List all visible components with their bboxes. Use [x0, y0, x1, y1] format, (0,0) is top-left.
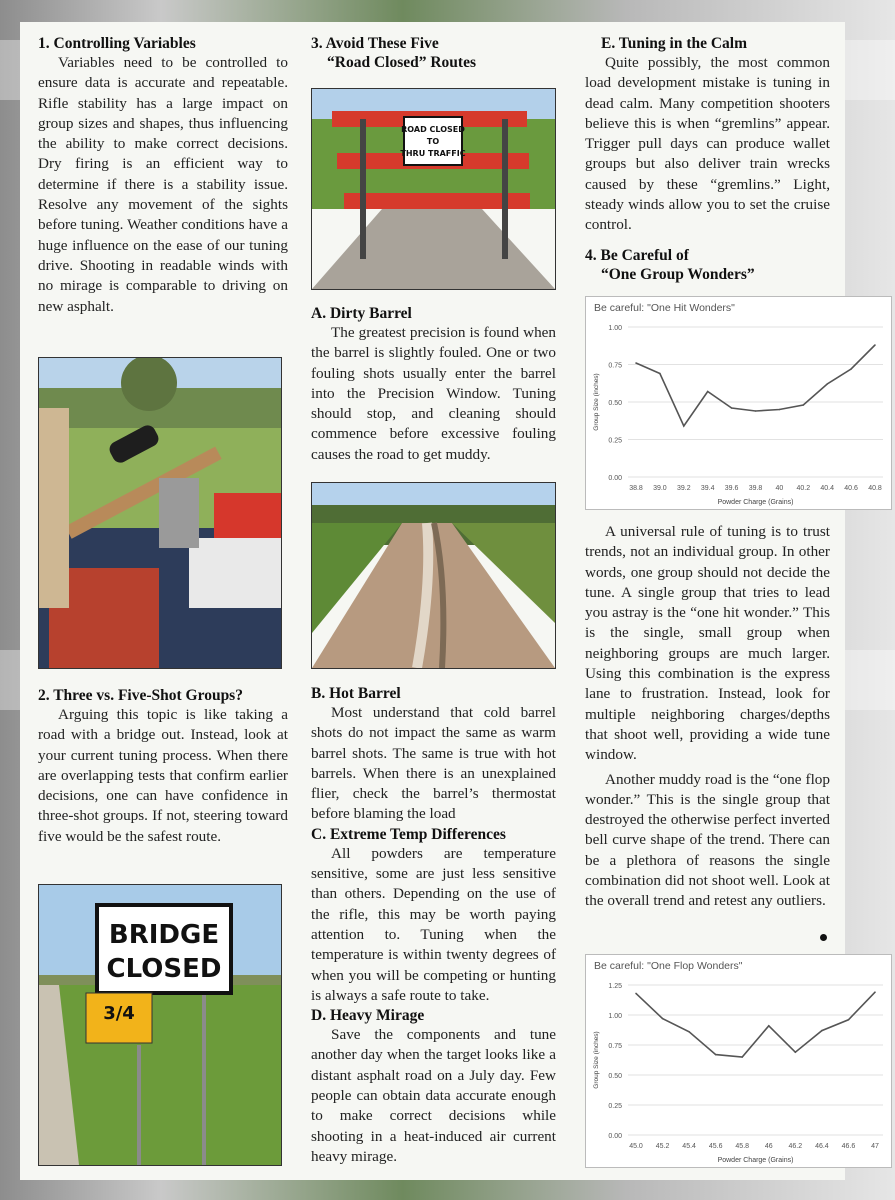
y-tick-label: 0.25 [608, 437, 622, 445]
bridge-sign-line1: BRIDGE [108, 920, 220, 950]
rifle-bench-photo [38, 357, 282, 669]
paragraph-controlling-variables: Variables need to be controlled to ensure data is accurate and repeatable. Rifle stability has a large impact on group sizes and shapes, thus influencing the ability to make correct decisions. Dry firing is an efficient way to determine if there is a stability issue. Resolve any movement of the sights before tuning. Weather conditions have a huge influence on the ease of our tuning drive. Shooting in readable winds with no mirage is comparable to driving on new asphalt. [38, 54, 288, 315]
x-tick-label: 38.8 [629, 485, 643, 492]
x-tick-label: 40.6 [844, 485, 858, 492]
data-point [688, 1031, 690, 1033]
x-tick-label: 47 [871, 1143, 879, 1150]
paragraph-one-flop-wonder: Another muddy road is the “one flop wonder.” This is the single group that destroyed the otherwise perfect inverted bell curve shape of the trend. There can be a plethora of reasons the single combination did not shoot well. Look at the overall trend and retest any outliers. [585, 770, 830, 910]
heading-avoid-routes [311, 34, 556, 72]
heading-tuning-calm: E. Tuning in the Calm [601, 35, 748, 52]
x-tick-label: 40 [775, 485, 784, 492]
section-dirty-barrel [311, 304, 556, 465]
x-tick-label: 45.2 [655, 1143, 670, 1150]
chart2-plot [586, 955, 891, 1167]
muddy-road-photo [311, 482, 556, 669]
x-tick-label: 39.8 [748, 485, 763, 492]
data-point [821, 1030, 823, 1032]
data-point [741, 1056, 743, 1058]
x-tick-label: 40.8 [868, 485, 882, 492]
x-tick-label: 45.6 [708, 1143, 723, 1150]
data-point [803, 404, 805, 406]
x-tick-label: 39.2 [676, 485, 691, 492]
x-tick-label: 46.6 [841, 1143, 856, 1150]
data-point [715, 1054, 717, 1056]
section-hot-barrel [311, 684, 556, 1167]
x-tick-label: 45.8 [735, 1143, 750, 1150]
x-axis-label: Powder Charge (Grains) [717, 1157, 794, 1164]
column-2 [311, 34, 556, 72]
column-3 [585, 34, 830, 284]
heading-one-group-wonders [585, 246, 830, 284]
section-one-group-wonders [585, 522, 830, 912]
paragraph-one-hit-wonder: A universal rule of tuning is to trust trends, not an individual group. In other words, one group should not decide the tune. A single group that tries to lead you astray is the “one hit wonder.” This is the single, small group when neighboring groups are much larger. Using this combination is the express lane to frustration. Instead, look for multiple neighboring charges/depths that shoot well, providing a wide tune window. [585, 523, 830, 764]
data-point [707, 391, 709, 393]
paragraph-hot-barrel: Most understand that cold barrel shots do not impact the same as warm barrel shots. The same is true with hot barrels. When there is an unexplained flier, check the barrel’s thermostat before blaming the load [311, 704, 556, 823]
chart1-plot [586, 297, 891, 509]
data-point [768, 1025, 770, 1027]
x-tick-label: 46.2 [788, 1143, 803, 1150]
paragraph-tuning-calm: Quite possibly, the most common load development mistake is tuning in dead calm. Many competition shooters believe this is when “gremlins” appear. Trigger pull days can produce wallet groups but also deliver train wrecks caused by these “gremlins.” Light, steady winds allow you to set the cruise control. [585, 54, 830, 234]
paragraph-three-vs-five: Arguing this topic is like taking a road with a bridge out. Instead, look at your current tuning process. When there are overlapping tests that confirm earlier decisions, one can have confidence in three-shot groups. If not, steering toward five would be the safest route. [38, 706, 288, 845]
data-point [635, 362, 637, 364]
x-tick-label: 45.4 [682, 1143, 696, 1150]
series-line [636, 345, 875, 426]
road-closed-image [312, 89, 555, 289]
road-sign-line1: ROAD CLOSED [401, 125, 465, 134]
data-point [755, 410, 757, 412]
y-tick-label: 1.00 [608, 1013, 622, 1020]
y-tick-label: 1.00 [608, 325, 622, 332]
x-tick-label: 40.2 [796, 485, 811, 492]
column-1 [38, 34, 288, 317]
y-tick-label: 0.75 [608, 1043, 622, 1050]
data-point [635, 993, 637, 995]
data-point [683, 425, 685, 427]
muddy-road-image [312, 483, 555, 668]
road-sign-line2: TO [426, 137, 440, 146]
end-of-article-bullet [820, 934, 827, 941]
chart1-title: Be careful: "One Hit Wonders" [594, 302, 735, 314]
paragraph-dirty-barrel: The greatest precision is found when the barrel is slightly fouled. One or two fouling shots usually enter the barrel into the Precision Window. Tuning should stop, and cleaning should commence before excessive fouling causes the road to get muddy. [311, 324, 556, 463]
data-point [848, 1019, 850, 1021]
y-axis-label: Group Size (inches) [593, 1031, 600, 1089]
bridge-sign-distance: 3/4 [103, 1003, 135, 1024]
one-flop-wonders-chart [585, 954, 892, 1168]
heading-dirty-barrel: A. Dirty Barrel [311, 305, 412, 322]
road-closed-photo [311, 88, 556, 290]
chart2-title: Be careful: "One Flop Wonders" [594, 960, 743, 972]
y-tick-label: 0.50 [608, 400, 622, 407]
column-1-lower [38, 686, 288, 847]
y-tick-label: 0.50 [608, 1073, 622, 1080]
data-point [874, 344, 876, 346]
data-point [779, 409, 781, 411]
series-line [636, 992, 875, 1057]
y-tick-label: 0.75 [608, 362, 622, 370]
x-tick-label: 46.4 [815, 1143, 829, 1150]
heading-controlling-variables: 1. Controlling Variables [38, 35, 196, 52]
data-point [795, 1051, 797, 1053]
heading-three-vs-five: 2. Three vs. Five-Shot Groups? [38, 687, 243, 704]
y-tick-label: 0.25 [608, 1103, 622, 1110]
x-axis-label: Powder Charge (Grains) [717, 499, 794, 506]
data-point [850, 368, 852, 370]
heading-one-group-wonders-line1: 4. Be Careful of [585, 246, 689, 264]
bridge-closed-image [39, 885, 281, 1165]
road-sign-line3: THRU TRAFFIC [400, 149, 466, 158]
x-tick-label: 39.6 [724, 485, 739, 492]
heading-heavy-mirage: D. Heavy Mirage [311, 1007, 425, 1025]
x-tick-label: 39.4 [700, 485, 715, 492]
x-tick-label: 39.0 [653, 485, 667, 492]
rifle-bench-image [39, 358, 281, 668]
data-point [659, 373, 661, 375]
x-tick-label: 40.4 [820, 485, 835, 492]
heading-avoid-routes-line2: “Road Closed” Routes [327, 54, 476, 71]
x-tick-label: 45.0 [629, 1143, 643, 1150]
y-axis-label: Group Size (inches) [593, 373, 600, 431]
paragraph-heavy-mirage: Save the components and tune another day when the target looks like a distant asphalt road on a July day. Few people can obtain data accurate enough to make correct decisions while shooting in a heat-induced air current heavy mirage. [311, 1026, 556, 1165]
bridge-closed-photo [38, 884, 282, 1166]
article-page [20, 22, 882, 1180]
one-hit-wonders-chart [585, 296, 892, 510]
paragraph-extreme-temp: All powders are temperature sensitive, some are just less sensitive than others. Depending on the use of the rifle, this may be worth paying attention to. Tuning when the temperature is within twenty degrees of when you will be competing or hunting is always a safe route to take. [311, 844, 556, 1004]
x-tick-label: 46 [764, 1143, 773, 1150]
y-tick-label: 1.25 [608, 983, 622, 990]
heading-one-group-wonders-line2: “One Group Wonders” [601, 265, 755, 283]
heading-avoid-routes-line1: 3. Avoid These Five [311, 35, 439, 52]
heading-extreme-temp: C. Extreme Temp Differences [311, 825, 506, 843]
y-tick-label: 0.00 [608, 1133, 622, 1140]
data-point [826, 383, 828, 385]
heading-hot-barrel: B. Hot Barrel [311, 685, 401, 702]
data-point [731, 407, 733, 409]
data-point [874, 991, 876, 993]
y-tick-label: 0.00 [608, 475, 622, 482]
bridge-sign-line2: CLOSED [106, 954, 222, 984]
data-point [662, 1018, 664, 1020]
